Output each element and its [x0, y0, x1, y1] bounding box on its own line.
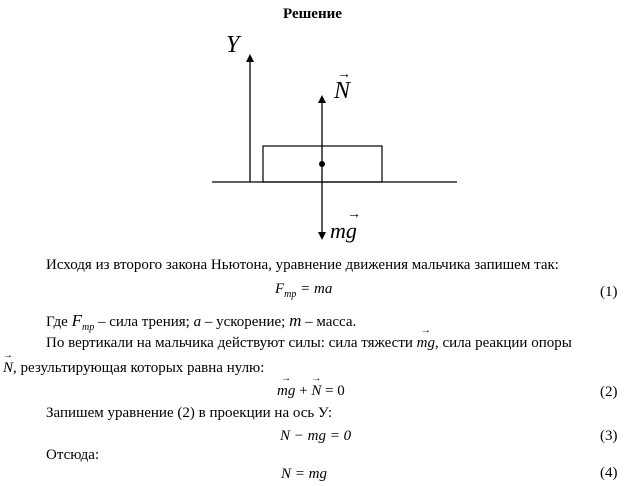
- where-a: a: [193, 314, 202, 330]
- paragraph-newton: Исходя из второго закона Ньютона, уравнение движения мальчика запишем так:: [46, 257, 559, 273]
- forces-n: → N: [3, 360, 13, 377]
- weight-vector-arrow: →: [347, 207, 361, 222]
- equation-3-number: (3): [600, 428, 618, 444]
- paragraph-where: [46, 311, 356, 333]
- center-of-mass-dot: [319, 161, 325, 167]
- eq2-plus: +: [299, 383, 308, 399]
- equation-2-number: (2): [600, 384, 618, 400]
- eq2-n: → N: [311, 383, 321, 400]
- solution-title: Решение: [283, 6, 342, 22]
- weight-force-label: mg: [330, 218, 357, 243]
- paragraph-forces-line1: [46, 335, 572, 352]
- forces-text-1: По вертикали на мальчика действуют силы: сила тяжести: [46, 335, 413, 351]
- equation-1-number: (1): [600, 284, 618, 300]
- eq1-f: F: [275, 281, 285, 297]
- where-m-desc: – масса.: [305, 314, 357, 330]
- where-f-sub: тр: [81, 322, 95, 333]
- equation-4: N = mg: [281, 466, 327, 482]
- normal-vector-arrow: →: [337, 67, 351, 82]
- equation-2: [277, 383, 345, 400]
- where-a-desc: – ускорение;: [204, 314, 286, 330]
- eq1-rhs: = ma: [300, 281, 333, 297]
- paragraph-forces-line2: [3, 360, 264, 377]
- equation-3: N − mg = 0: [280, 428, 352, 444]
- y-axis-label: Y: [226, 32, 240, 58]
- eq1-sub: тр: [284, 289, 297, 300]
- where-prefix: Где: [46, 314, 68, 330]
- paragraph-projection: Запишем уравнение (2) в проекции на ось У:: [46, 405, 333, 421]
- eq2-mg: → mg: [277, 383, 295, 400]
- paragraph-hence: Отсюда:: [46, 447, 100, 463]
- where-f-desc: – сила трения;: [97, 314, 190, 330]
- equation-4-number: (4): [600, 465, 618, 481]
- equation-1: [275, 281, 332, 300]
- forces-text-3: , результирующая которых равна нулю:: [13, 360, 265, 376]
- forces-mg: → mg: [417, 335, 435, 352]
- forces-text-2: , сила реакции опоры: [435, 335, 572, 351]
- where-m: m: [289, 311, 302, 330]
- eq2-rest: = 0: [325, 383, 345, 399]
- where-f: F: [71, 311, 82, 330]
- normal-force-label: N: [334, 78, 351, 104]
